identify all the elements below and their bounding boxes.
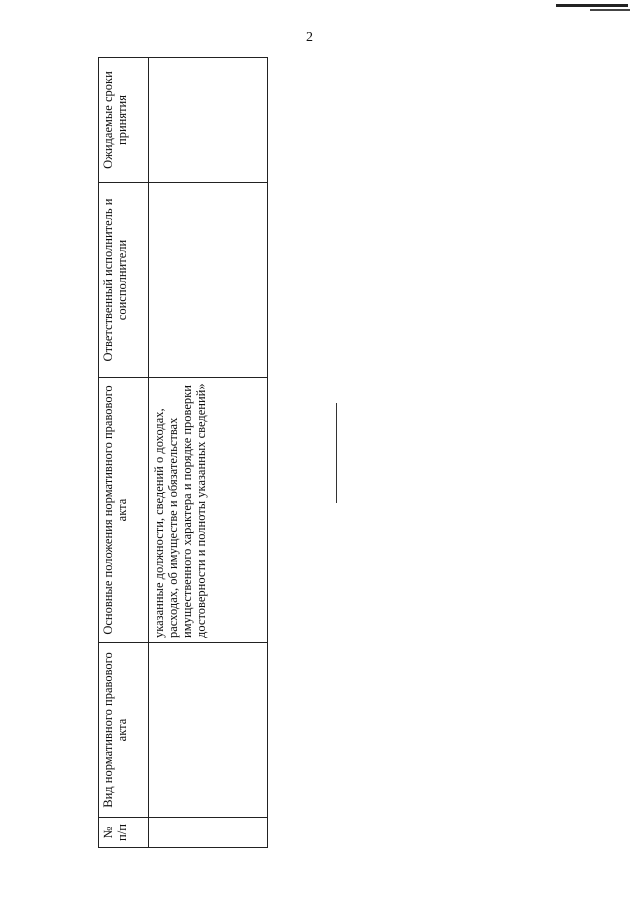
legal-acts-table <box>98 57 268 848</box>
rotated-table-container <box>98 58 268 848</box>
end-of-document-line <box>336 403 337 503</box>
scan-artifact-mark <box>590 9 630 11</box>
cell-act-type <box>149 643 268 818</box>
table-header-row <box>99 58 149 848</box>
header-main-provisions: Основные положения нормативного правового акта <box>99 378 149 643</box>
header-responsible-executor: Ответственный исполнитель и соисполнители <box>99 183 149 378</box>
header-number: № п/п <box>99 818 149 848</box>
scan-artifact-mark <box>556 4 628 7</box>
header-expected-deadline: Ожидаемые сроки принятия <box>99 58 149 183</box>
page-number: 2 <box>306 30 313 45</box>
table-row <box>149 58 268 848</box>
cell-main-provisions: указанные должности, сведений о доходах, расходах, об имуществе и обязательствах имущественного характера и порядке проверки достоверности и полноты указанных сведений» <box>149 378 268 643</box>
cell-responsible-executor <box>149 183 268 378</box>
cell-expected-deadline <box>149 58 268 183</box>
header-act-type: Вид нормативного правового акта <box>99 643 149 818</box>
cell-number <box>149 818 268 848</box>
